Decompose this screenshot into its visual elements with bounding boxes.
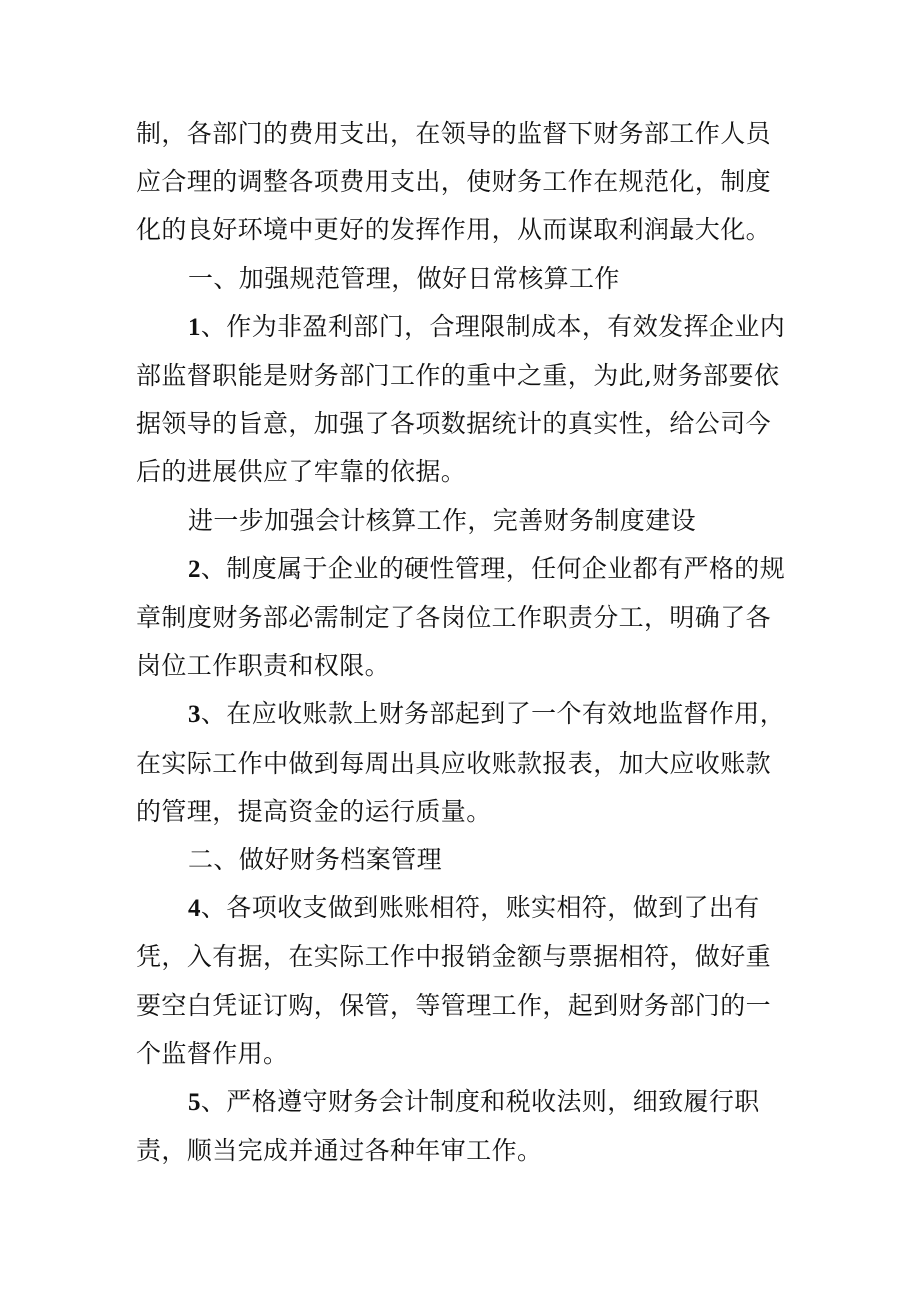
subheading-accounting-text: 进一步加强会计核算工作，完善财务制度建设	[188, 505, 697, 535]
paragraph-item-1	[136, 303, 786, 497]
document-body	[136, 110, 786, 1175]
item-2-number: 2	[188, 555, 201, 583]
section-heading-2	[136, 836, 786, 884]
item-3-text: 、在应收账款上财务部起到了一个有效地监督作用，在实际工作中做到每周出具应收账款报表，加大应收账款的管理，提高资金的运行质量。	[136, 699, 786, 826]
item-1-number: 1	[188, 313, 201, 341]
section-heading-2-text: 二、做好财务档案管理	[188, 845, 443, 875]
item-5-text: 、严格遵守财务会计制度和税收法则，细致履行职责，顺当完成并通过各种年审工作。	[136, 1087, 760, 1166]
paragraph-item-4	[136, 884, 786, 1078]
paragraph-item-2	[136, 545, 786, 691]
section-heading-1	[136, 255, 786, 303]
item-2-text: 、制度属于企业的硬性管理，任何企业都有严格的规章制度财务部必需制定了各岗位工作职责分工，明确了各岗位工作职责和权限。	[136, 553, 786, 681]
paragraph-1-text: 制，各部门的费用支出，在领导的监督下财务部工作人员应合理的调整各项费用支出，使财务工作在规范化，制度化的良好环境中更好的发挥作用，从而谋取利润最大化。	[136, 119, 772, 245]
item-4-text: 、各项收支做到账账相符，账实相符，做到了出有凭，入有据，在实际工作中报销金额与票据相符，做好重要空白凭证订购，保管，等管理工作，起到财务部门的一个监督作用。	[136, 893, 772, 1068]
section-heading-1-text: 一、加强规范管理，做好日常核算工作	[188, 263, 620, 293]
paragraph-1	[136, 110, 786, 255]
item-4-number: 4	[188, 895, 201, 923]
paragraph-item-5	[136, 1078, 786, 1175]
item-1-text: 、作为非盈利部门，合理限制成本，有效发挥企业内部监督职能是财务部门工作的重中之重，为此,财务部要依据领导的旨意，加强了各项数据统计的真实性，给公司今后的进展供应了牢靠的依据。	[136, 311, 786, 487]
item-3-number: 3	[188, 701, 201, 729]
item-5-number: 5	[188, 1089, 201, 1117]
subheading-accounting	[136, 497, 786, 545]
paragraph-item-3	[136, 690, 786, 836]
